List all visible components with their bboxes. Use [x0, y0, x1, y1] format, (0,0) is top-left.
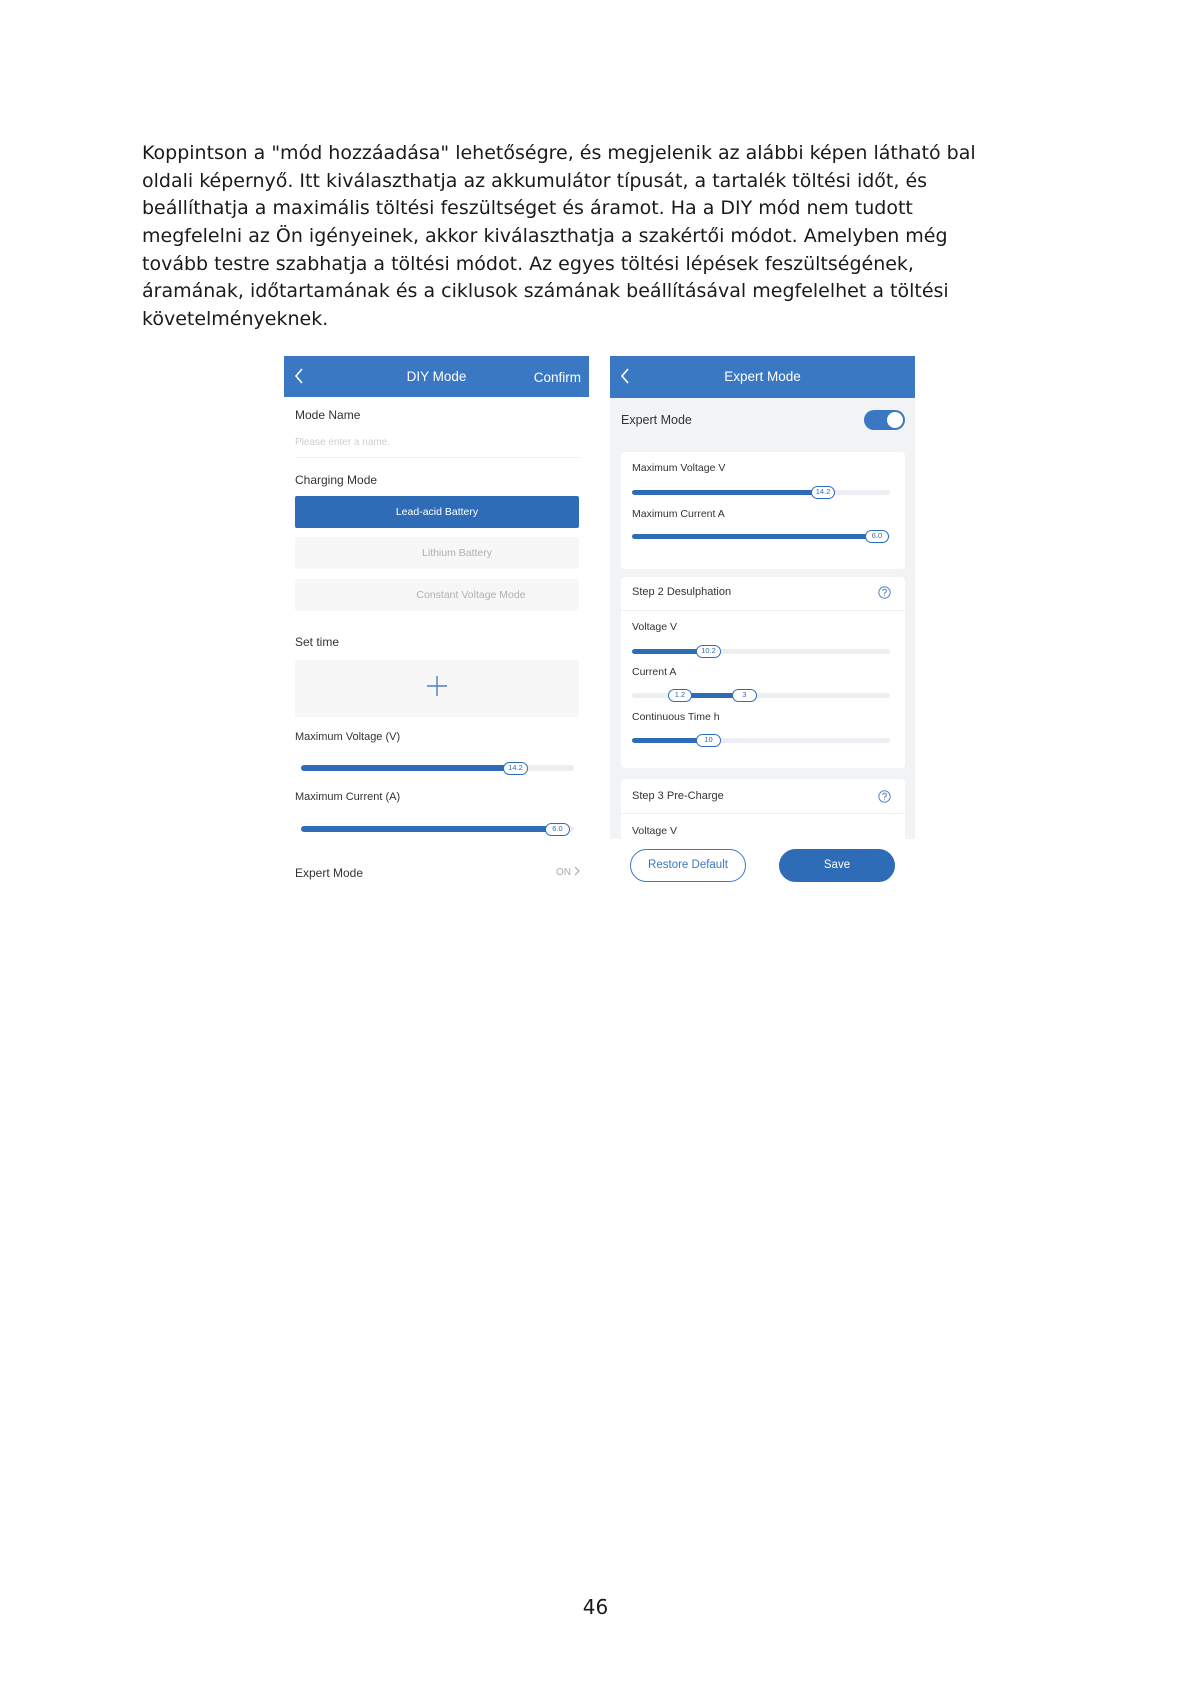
- max-current-label: Maximum Current A: [632, 508, 725, 520]
- confirm-button[interactable]: Confirm: [533, 370, 581, 385]
- paragraph-line: oldali képernyő. Itt kiválaszthatja az akkumulátor típusát, a tartalék töltési időt, és: [142, 169, 928, 192]
- diy-header-title: DIY Mode: [406, 369, 467, 384]
- paragraph-line: áramának, időtartamának és a ciklusok számának beállításával megfelelhet a töltési: [142, 280, 949, 303]
- body-paragraph: [142, 140, 1142, 334]
- paragraph-line: Koppintson a "mód hozzáadása" lehetőségre, és megjelenik az alábbi képen látható bal: [142, 142, 976, 164]
- save-button[interactable]: Save: [779, 849, 895, 882]
- expert-mode-link[interactable]: [556, 866, 580, 880]
- toggle-knob: [887, 412, 903, 428]
- max-current-slider[interactable]: [301, 822, 574, 836]
- paragraph-line: követelményeknek.: [142, 308, 329, 331]
- expert-header-bar: [610, 356, 915, 398]
- max-current-slider[interactable]: [632, 529, 890, 543]
- step2-title: Step 2 Desulphation: [632, 586, 732, 598]
- diy-mode-screen: [284, 356, 589, 891]
- expert-mode-label: Expert Mode: [295, 866, 364, 880]
- divider: [621, 813, 905, 814]
- slider-handle[interactable]: 6.0: [865, 530, 889, 543]
- max-limits-card: [621, 452, 905, 569]
- add-time-button[interactable]: [295, 660, 579, 717]
- slider-fill: [632, 738, 702, 743]
- expert-mode-toggle-label: Expert Mode: [621, 413, 692, 427]
- max-voltage-label: Maximum Voltage (V): [295, 731, 401, 743]
- slider-handle[interactable]: 10: [696, 734, 721, 747]
- divider: [295, 457, 579, 458]
- chevron-right-icon: [574, 866, 580, 881]
- help-circle-icon[interactable]: [878, 586, 891, 599]
- expert-mode-status: ON: [556, 867, 571, 878]
- plus-icon: [426, 675, 448, 702]
- mode-name-input[interactable]: [295, 435, 579, 449]
- step3-voltage-label: Voltage V: [632, 825, 677, 837]
- slider-handle[interactable]: 14.2: [503, 762, 528, 775]
- slider-handle-max[interactable]: 3: [732, 689, 757, 702]
- paragraph-line: megfelelni az Ön igényeinek, akkor kiválaszthatja a szakértői módot. Amelyben még: [142, 225, 948, 248]
- slider-handle[interactable]: 10.2: [696, 645, 721, 658]
- slider-handle[interactable]: 14.2: [811, 486, 835, 499]
- divider: [621, 610, 905, 611]
- diy-header-bar: [284, 356, 589, 397]
- max-voltage-slider[interactable]: [632, 485, 890, 499]
- step2-voltage-label: Voltage V: [632, 621, 677, 633]
- slider-fill: [632, 649, 702, 654]
- step2-voltage-slider[interactable]: [632, 644, 890, 658]
- slider-fill: [632, 490, 823, 495]
- restore-default-button[interactable]: Restore Default: [630, 849, 746, 882]
- page-number: 46: [582, 1595, 609, 1619]
- action-bar: [610, 839, 915, 891]
- paragraph-line: beállíthatja a maximális töltési feszültséget és áramot. Ha a DIY mód nem tudott: [142, 197, 913, 220]
- step2-current-range-slider[interactable]: [632, 688, 890, 702]
- option-lithium-battery[interactable]: Lithium Battery: [295, 537, 579, 569]
- step2-card: [621, 577, 905, 768]
- charging-mode-label: Charging Mode: [295, 473, 378, 487]
- help-circle-icon[interactable]: [878, 790, 891, 803]
- expert-mode-screen: [610, 356, 915, 891]
- option-constant-voltage-mode[interactable]: Constant Voltage Mode: [295, 579, 579, 611]
- slider-fill: [301, 826, 558, 832]
- step2-current-label: Current A: [632, 666, 677, 678]
- step2-continuous-time-label: Continuous Time h: [632, 711, 720, 723]
- option-lead-acid-battery[interactable]: Lead-acid Battery: [295, 496, 579, 528]
- paragraph-line: tovább testre szabhatja a töltési módot. Az egyes töltési lépések feszültségének,: [142, 252, 914, 275]
- step2-continuous-time-slider[interactable]: [632, 733, 890, 747]
- max-current-label: Maximum Current (A): [295, 791, 401, 803]
- set-time-label: Set time: [295, 635, 340, 649]
- max-voltage-slider[interactable]: [301, 761, 574, 775]
- slider-fill: [632, 534, 875, 539]
- expert-header-title: Expert Mode: [724, 369, 801, 384]
- expert-mode-toggle[interactable]: [864, 410, 905, 430]
- slider-handle[interactable]: 6.0: [545, 823, 570, 836]
- slider-fill: [301, 765, 514, 771]
- step3-title: Step 3 Pre-Charge: [632, 790, 724, 802]
- mode-name-label: Mode Name: [295, 408, 361, 422]
- slider-handle-min[interactable]: 1.2: [668, 689, 692, 702]
- max-voltage-label: Maximum Voltage V: [632, 462, 726, 474]
